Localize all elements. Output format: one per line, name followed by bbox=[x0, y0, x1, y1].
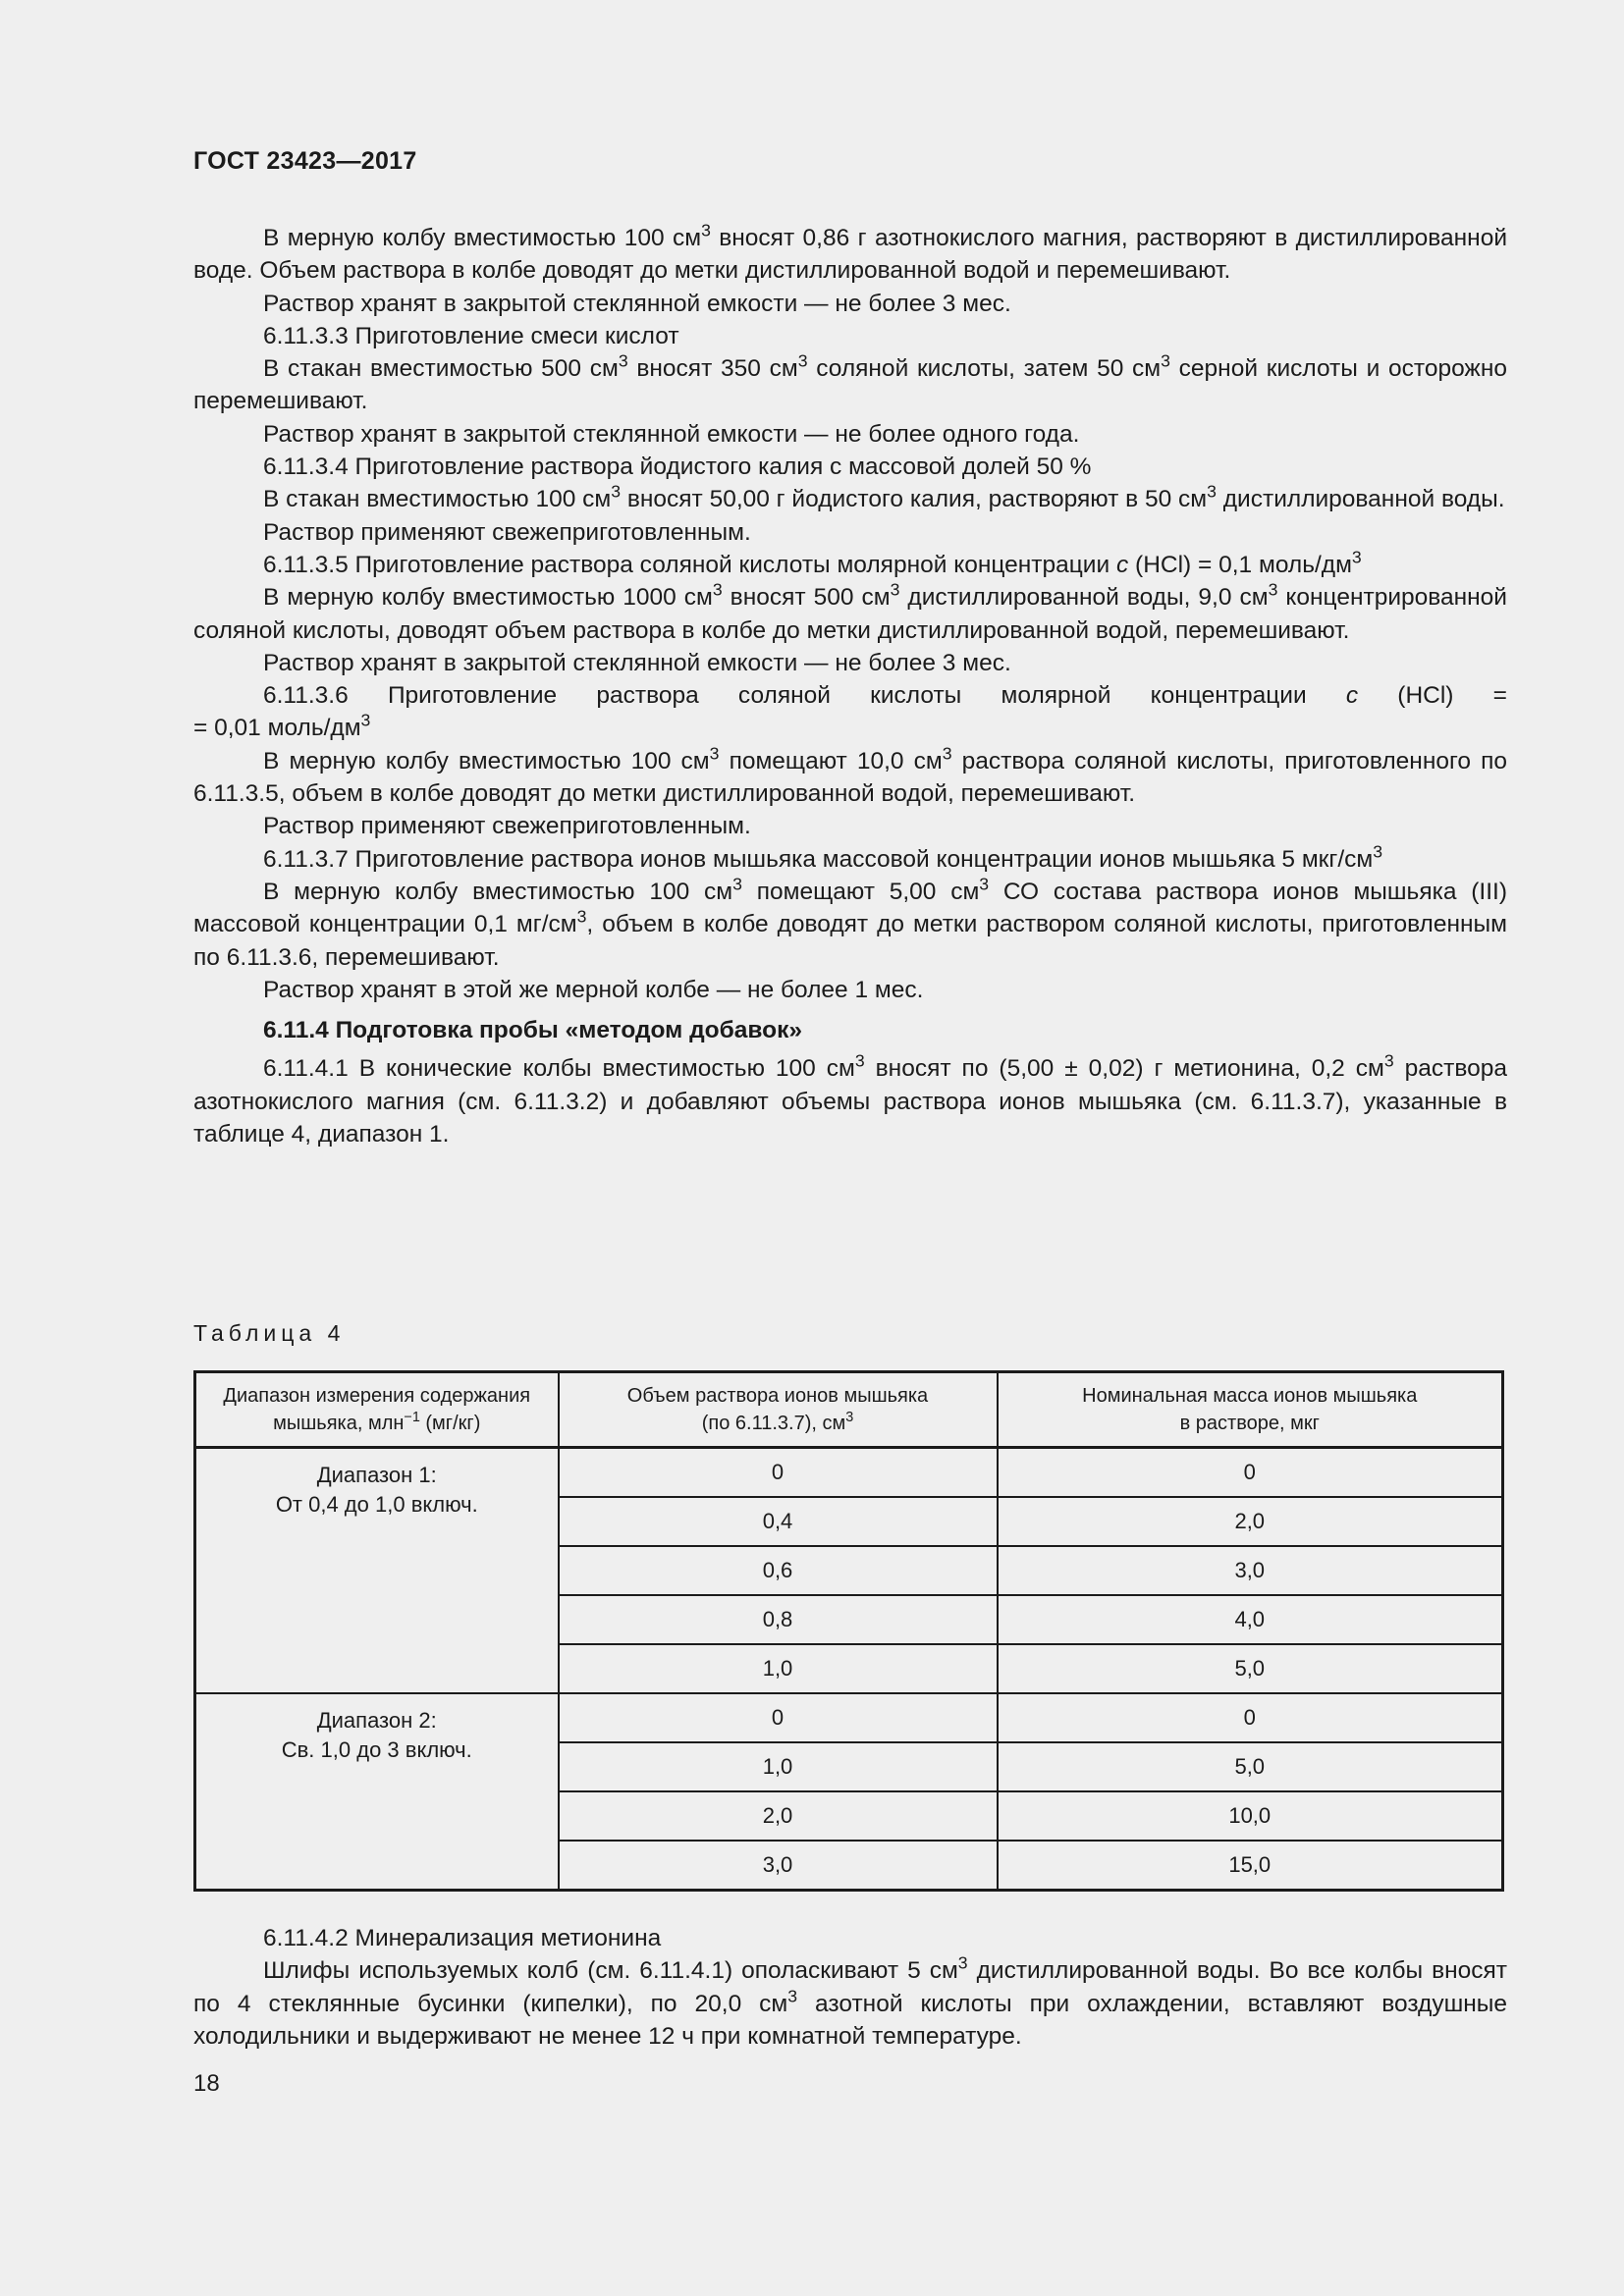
paragraph: В стакан вместимостью 500 $см^3$ вносят 350 $см^3$ соляной кислоты, затем 50 $см^3$ серной кислоты и осторожно перемешивают. bbox=[193, 350, 1507, 415]
volume-cell: 1,0 bbox=[559, 1644, 998, 1693]
table-caption: Таблица 4 bbox=[193, 1320, 346, 1346]
subsection-heading: 6.11.4.2 Минерализация метионина bbox=[263, 1925, 662, 1951]
column-header-volume: Объем раствора ионов мышьяка (по 6.11.3.7), $см^3$ bbox=[559, 1372, 998, 1448]
mass-cell: 2,0 bbox=[998, 1497, 1503, 1546]
volume-cell: 0,8 bbox=[559, 1595, 998, 1644]
paragraph: Раствор применяют свежеприготовленным. bbox=[263, 518, 751, 546]
column-header-range: Диапазон измерения содержания мышьяка, млн$^{-1}$ (мг/кг) bbox=[195, 1372, 559, 1448]
table-header-row bbox=[195, 1372, 1503, 1448]
table-row bbox=[195, 1448, 1503, 1498]
column-header-mass: Номинальная масса ионов мышьяка в растворе, мкг bbox=[998, 1372, 1503, 1448]
after-table-text bbox=[193, 1922, 1507, 2053]
volume-cell: 3,0 bbox=[559, 1841, 998, 1891]
body-text bbox=[193, 222, 1507, 1150]
paragraph: Раствор применяют свежеприготовленным. bbox=[263, 813, 751, 840]
subsection-heading: 6.11.3.6 Приготовление раствора соляной кислоты молярной концентрации c (HCl) = bbox=[263, 682, 1507, 710]
volume-cell: 0,6 bbox=[559, 1546, 998, 1595]
paragraph: В мерную колбу вместимостью 100 $см^3$ вносят 0,86 г азотнокислого магния, растворяют в дистиллированной воде. Объем раствора в колбе доводят до метки дистиллированной водой и перемешивают. bbox=[193, 220, 1508, 285]
paragraph: В мерную колбу вместимостью 100 $см^3$ помещают 10,0 $см^3$ раствора соляной кислоты, приготовленного по 6.11.3.5, объем в колбе доводят до метки дистиллированной водой, перемешивают. bbox=[193, 743, 1508, 808]
subsection-heading: 6.11.3.7 Приготовление раствора ионов мышьяка массовой концентрации ионов мышьяка 5 мкг/$см^3$ bbox=[263, 840, 1383, 873]
table-row bbox=[195, 1693, 1503, 1742]
mass-cell: 0 bbox=[998, 1448, 1503, 1498]
mass-cell: 15,0 bbox=[998, 1841, 1503, 1891]
mass-cell: 10,0 bbox=[998, 1791, 1503, 1841]
mass-cell: 4,0 bbox=[998, 1595, 1503, 1644]
volume-cell: 2,0 bbox=[559, 1791, 998, 1841]
paragraph: В мерную колбу вместимостью 100 $см^3$ помещают 5,00 $см^3$ СО состава раствора ионов мышьяка (III) массовой концентрации 0,1 $мг/см^3$, объем в колбе доводят до метки раствором соляной кислоты, приготовленным по 6.11.3.6, перемешивают. bbox=[193, 874, 1508, 971]
range-cell: Диапазон 1: От 0,4 до 1,0 включ. bbox=[195, 1448, 559, 1694]
mass-cell: 5,0 bbox=[998, 1644, 1503, 1693]
range-cell: Диапазон 2: Св. 1,0 до 3 включ. bbox=[195, 1693, 559, 1891]
volume-cell: 0 bbox=[559, 1693, 998, 1742]
subsection-heading: 6.11.3.4 Приготовление раствора йодистого калия с массовой долей 50 % bbox=[263, 454, 1092, 481]
mass-cell: 0 bbox=[998, 1693, 1503, 1742]
paragraph: Раствор хранят в закрытой стеклянной емкости — не более 3 мес. bbox=[263, 290, 1011, 317]
subsection-heading: 6.11.3.3 Приготовление смеси кислот bbox=[263, 322, 679, 349]
paragraph: = 0,01 моль/$дм^3$ bbox=[193, 710, 371, 742]
mass-cell: 5,0 bbox=[998, 1742, 1503, 1791]
subsection-heading: 6.11.3.5 Приготовление раствора соляной кислоты молярной концентрации c (HCl) = 0,1 моль/$дм^3$ bbox=[263, 547, 1362, 578]
paragraph: Раствор хранят в закрытой стеклянной емкости — не более одного года. bbox=[263, 420, 1080, 448]
volume-cell: 0 bbox=[559, 1448, 998, 1498]
section-heading: 6.11.4 Подготовка пробы «методом добавок» bbox=[263, 1017, 802, 1044]
volume-cell: 0,4 bbox=[559, 1497, 998, 1546]
paragraph: Раствор хранят в закрытой стеклянной емкости — не более 3 мес. bbox=[263, 649, 1011, 676]
paragraph: Шлифы используемых колб (см. 6.11.4.1) ополаскивают 5 $см^3$ дистиллированной воды. Во все колбы вносят по 4 стеклянные бусинки (кипелки), по 20,0 $см^3$ азотной кислоты при охлаждении, вставляют воздушные холодильники и выдерживают не менее 12 ч при комнатной температуре. bbox=[193, 1952, 1507, 2050]
data-table bbox=[193, 1370, 1504, 1892]
mass-cell: 3,0 bbox=[998, 1546, 1503, 1595]
paragraph: Раствор хранят в этой же мерной колбе — не более 1 мес. bbox=[263, 976, 924, 1003]
volume-cell: 1,0 bbox=[559, 1742, 998, 1791]
paragraph: В стакан вместимостью 100 $см^3$ вносят 50,00 г йодистого калия, растворяют в 50 $см^3$ дистиллированной воды. bbox=[263, 481, 1505, 513]
document-header: ГОСТ 23423—2017 bbox=[193, 147, 417, 175]
paragraph: В мерную колбу вместимостью 1000 $см^3$ вносят 500 $см^3$ дистиллированной воды, 9,0 $см^3$ концентрированной соляной кислоты, доводят объем раствора в колбе до метки дистиллированной водой, перемешивают. bbox=[193, 579, 1507, 644]
page-number: 18 bbox=[193, 2070, 220, 2097]
paragraph: 6.11.4.1 В конические колбы вместимостью 100 $см^3$ вносят по (5,00 ± 0,02) г метионина, 0,2 $см^3$ раствора азотнокислого магния (см. 6.11.3.2) и добавляют объемы раствора ионов мышьяка (см. 6.11.3.7), указанные в таблице 4, диапазон 1. bbox=[193, 1050, 1507, 1148]
